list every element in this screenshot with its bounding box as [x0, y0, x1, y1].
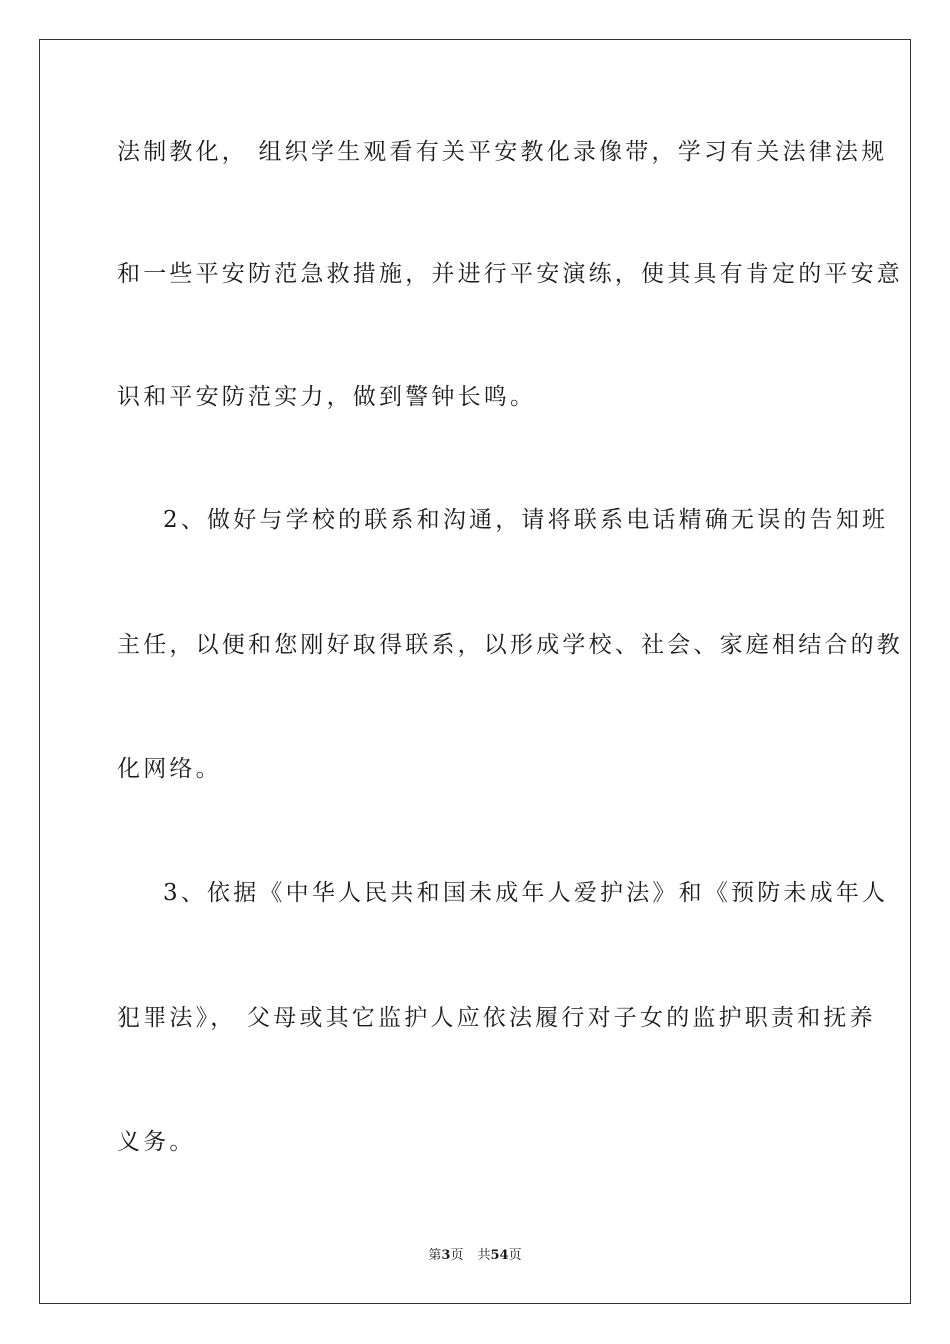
- body-line-6: 化网络。: [117, 756, 222, 782]
- body-line-3: 识和平安防范实力，做到警钟长鸣。: [117, 384, 537, 410]
- page-frame: [39, 39, 911, 1304]
- footer-page-number: 3: [441, 1248, 451, 1263]
- body-line-7-item-3: 3、依据《中华人民共和国未成年人爱护法》和《预防未成年人: [163, 880, 889, 906]
- page-footer: [0, 1249, 950, 1262]
- body-line-4-item-2: 2、做好与学校的联系和沟通，请将联系电话精确无误的告知班: [163, 507, 889, 533]
- body-line-8: 犯罪法》， 父母或其它监护人应依法履行对子女的监护职责和抚养: [117, 1005, 876, 1031]
- footer-total-prefix: 共: [477, 1248, 491, 1263]
- body-line-2: 和一些平安防范急救措施，并进行平安演练，使其具有肯定的平安意: [117, 261, 903, 287]
- footer-page-prefix: 第: [428, 1248, 442, 1263]
- body-line-9: 义务。: [117, 1129, 196, 1155]
- footer-page-suffix: 页: [450, 1248, 464, 1263]
- body-line-5: 主任，以便和您刚好取得联系，以形成学校、社会、家庭相结合的教: [117, 632, 903, 658]
- footer-total-suffix: 页: [508, 1248, 522, 1263]
- body-line-1: 法制教化， 组织学生观看有关平安教化录像带，学习有关法律法规: [117, 139, 888, 165]
- footer-total-pages: 54: [490, 1248, 509, 1263]
